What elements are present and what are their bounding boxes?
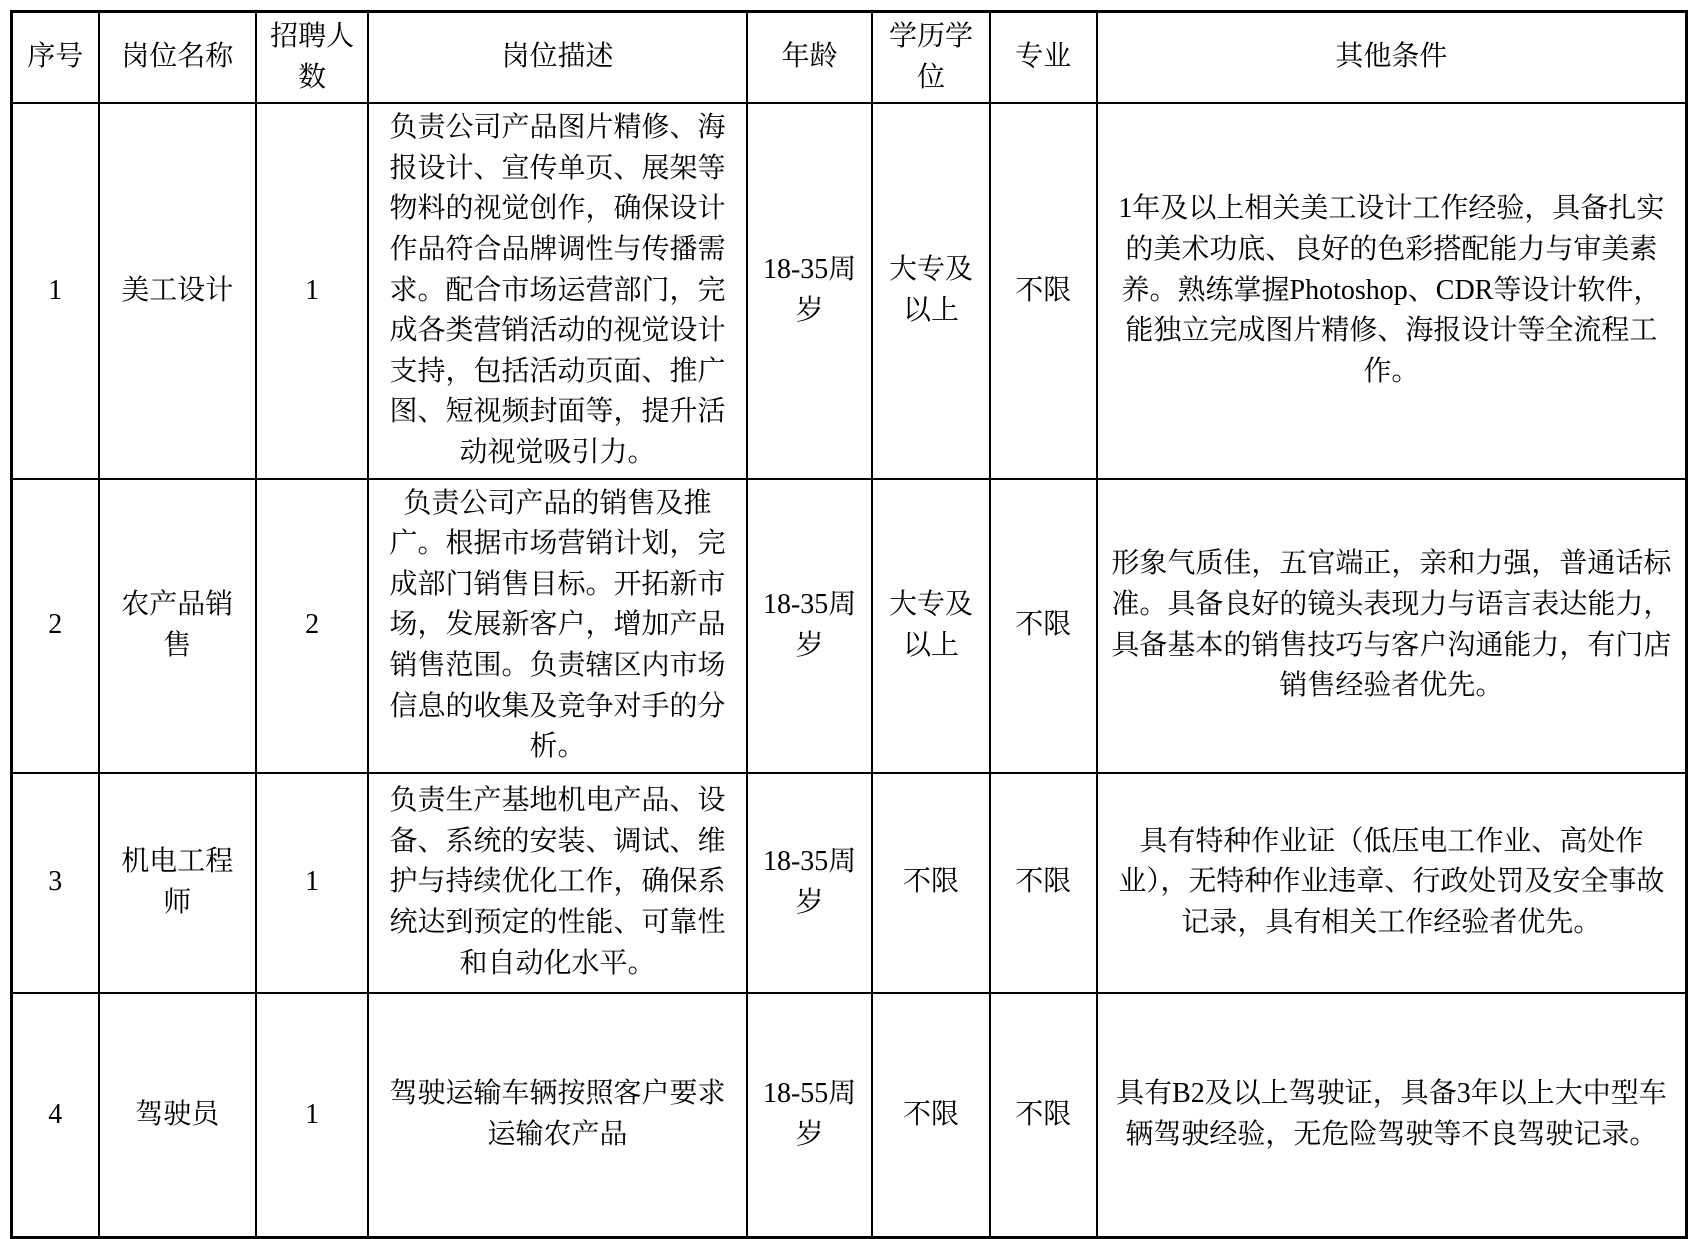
cell-headcount: 1 bbox=[256, 993, 368, 1238]
cell-other: 1年及以上相关美工设计工作经验，具备扎实的美术功底、良好的色彩搭配能力与审美素养。熟练掌握Photoshop、CDR等设计软件，能独立完成图片精修、海报设计等全流程工作。 bbox=[1097, 103, 1687, 478]
cell-description: 驾驶运输车辆按照客户要求运输农产品 bbox=[368, 993, 747, 1238]
cell-education: 大专及以上 bbox=[872, 479, 989, 773]
cell-education: 不限 bbox=[872, 773, 989, 993]
cell-headcount: 1 bbox=[256, 773, 368, 993]
cell-education: 大专及以上 bbox=[872, 103, 989, 478]
cell-position: 机电工程师 bbox=[99, 773, 256, 993]
header-cell-major: 专业 bbox=[990, 12, 1097, 104]
cell-major: 不限 bbox=[990, 103, 1097, 478]
cell-index: 1 bbox=[12, 103, 99, 478]
table-row bbox=[12, 773, 1687, 993]
cell-index: 2 bbox=[12, 479, 99, 773]
header-cell-age: 年龄 bbox=[747, 12, 873, 104]
cell-major: 不限 bbox=[990, 773, 1097, 993]
header-cell-other: 其他条件 bbox=[1097, 12, 1687, 104]
header-cell-position: 岗位名称 bbox=[99, 12, 256, 104]
cell-description: 负责生产基地机电产品、设备、系统的安装、调试、维护与持续优化工作，确保系统达到预定的性能、可靠性和自动化水平。 bbox=[368, 773, 747, 993]
table-header-row bbox=[12, 12, 1687, 104]
cell-age: 18-35周岁 bbox=[747, 479, 873, 773]
cell-headcount: 2 bbox=[256, 479, 368, 773]
header-cell-education: 学历学位 bbox=[872, 12, 989, 104]
cell-major: 不限 bbox=[990, 479, 1097, 773]
cell-age: 18-35周岁 bbox=[747, 773, 873, 993]
cell-age: 18-35周岁 bbox=[747, 103, 873, 478]
header-cell-index: 序号 bbox=[12, 12, 99, 104]
table-row bbox=[12, 479, 1687, 773]
cell-description: 负责公司产品图片精修、海报设计、宣传单页、展架等物料的视觉创作，确保设计作品符合品牌调性与传播需求。配合市场运营部门，完成各类营销活动的视觉设计支持，包括活动页面、推广图、短视频封面等，提升活动视觉吸引力。 bbox=[368, 103, 747, 478]
cell-position: 美工设计 bbox=[99, 103, 256, 478]
table-row bbox=[12, 103, 1687, 478]
cell-other: 形象气质佳，五官端正，亲和力强，普通话标准。具备良好的镜头表现力与语言表达能力，具备基本的销售技巧与客户沟通能力，有门店销售经验者优先。 bbox=[1097, 479, 1687, 773]
cell-other: 具有特种作业证（低压电工作业、高处作业），无特种作业违章、行政处罚及安全事故记录，具有相关工作经验者优先。 bbox=[1097, 773, 1687, 993]
cell-other: 具有B2及以上驾驶证，具备3年以上大中型车辆驾驶经验，无危险驾驶等不良驾驶记录。 bbox=[1097, 993, 1687, 1238]
cell-description: 负责公司产品的销售及推广。根据市场营销计划，完成部门销售目标。开拓新市场，发展新客户，增加产品销售范围。负责辖区内市场信息的收集及竞争对手的分析。 bbox=[368, 479, 747, 773]
cell-major: 不限 bbox=[990, 993, 1097, 1238]
header-cell-headcount: 招聘人数 bbox=[256, 12, 368, 104]
cell-position: 农产品销售 bbox=[99, 479, 256, 773]
cell-position: 驾驶员 bbox=[99, 993, 256, 1238]
cell-education: 不限 bbox=[872, 993, 989, 1238]
cell-headcount: 1 bbox=[256, 103, 368, 478]
cell-index: 3 bbox=[12, 773, 99, 993]
cell-age: 18-55周岁 bbox=[747, 993, 873, 1238]
table-row bbox=[12, 993, 1687, 1238]
header-cell-description: 岗位描述 bbox=[368, 12, 747, 104]
cell-index: 4 bbox=[12, 993, 99, 1238]
recruitment-table bbox=[10, 10, 1688, 1239]
